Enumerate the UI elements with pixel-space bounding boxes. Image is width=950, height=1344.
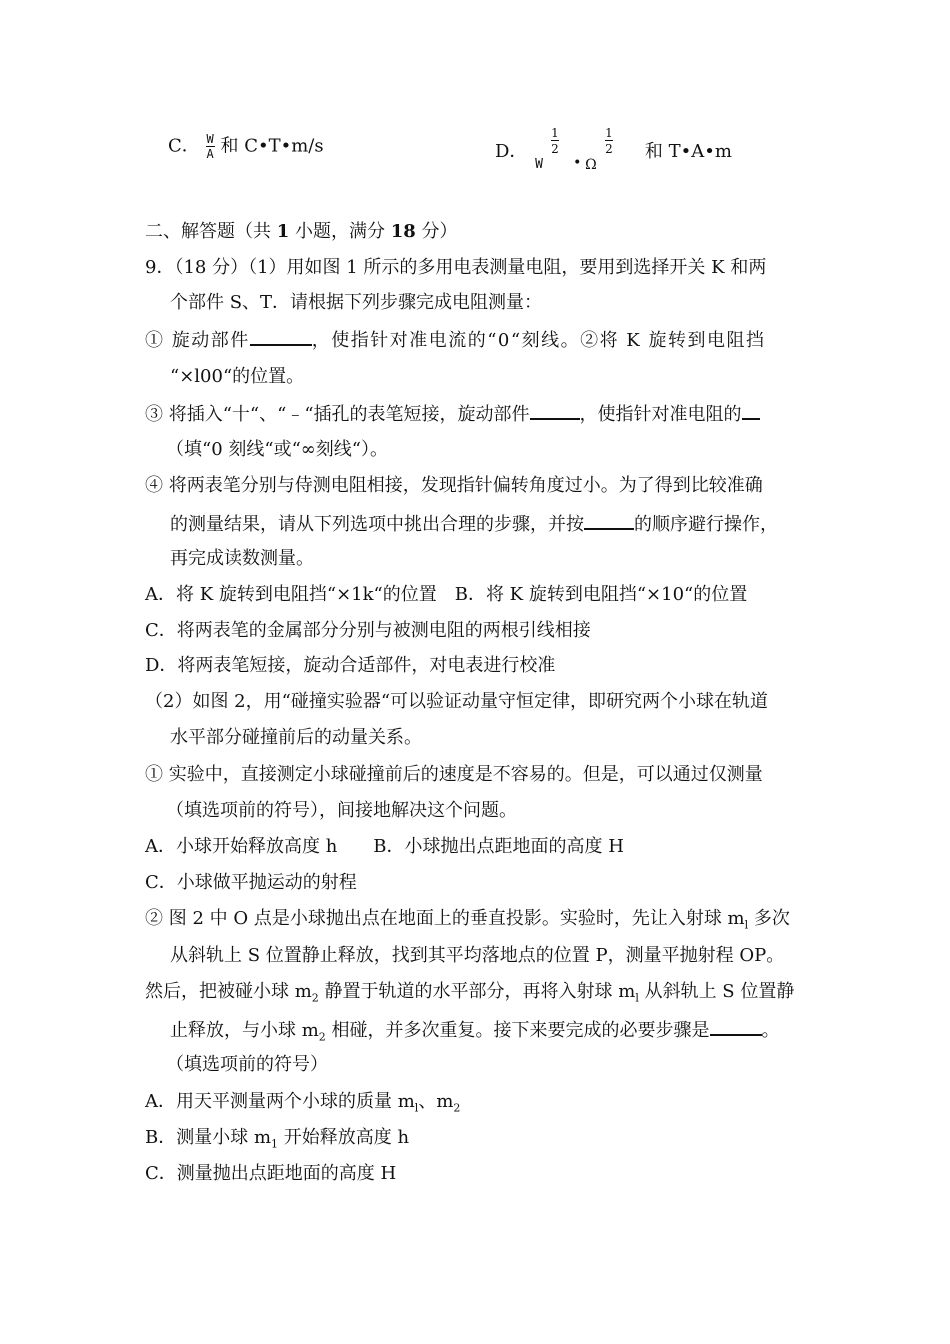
option-c bbox=[168, 132, 324, 161]
q9-part-2-cont: 水平部分碰撞前后的动量关系。 bbox=[170, 727, 422, 748]
q9-part-2-step-2-cont-3: 止释放，与小球 $m_2$ 相碰，并多次重复。接下来要完成的必要步骤是 。 bbox=[170, 1016, 780, 1051]
q9-step-4-cont-2: 再完成读数测量。 bbox=[170, 548, 314, 569]
q9-line-1: 9．（18 分）（1）用如图 1 所示的多用电表测量电阻，要用到选择开关 K 和两 bbox=[145, 257, 767, 278]
option-d-exponent-1: 1 2 bbox=[551, 126, 559, 156]
section-score: 18 bbox=[390, 221, 416, 242]
answer-blank-3[interactable] bbox=[742, 400, 760, 420]
q9-step-3-cont: （填“0 刻线“或“∞刻线“）。 bbox=[166, 439, 388, 460]
q9-part-2-final-option-b: B．测量小球 $m_1$ 开始释放高度 h bbox=[145, 1127, 410, 1151]
q9-step-1-cont: “×l00“的位置。 bbox=[170, 366, 305, 387]
q9-part-2-step-2: ② 图 2 中 O 点是小球抛出点在地面上的垂直投影。实验时，先让入射球 $m_l$ 多次 bbox=[145, 908, 790, 932]
option-c-label: C． bbox=[168, 135, 200, 157]
option-d-text: 和 T•A•m bbox=[644, 141, 732, 162]
q9-part-2-option-a-b: A．小球开始释放高度 h B．小球抛出点距地面的高度 H bbox=[145, 836, 624, 857]
q9-step-3: ③ 将插入“十“、“﹣“插孔的表笔短接，旋动部件 ，使指针对准电阻的 bbox=[145, 400, 760, 428]
answer-blank-1[interactable] bbox=[250, 326, 312, 346]
q9-part-2-option-c: C．小球做平抛运动的射程 bbox=[145, 872, 357, 893]
q9-part-2-step-1: ① 实验中，直接测定小球碰撞前后的速度是不容易的。但是，可以通过仅测量 bbox=[145, 764, 763, 785]
option-d-exponent-2: 1 2 bbox=[605, 126, 613, 156]
answer-blank-5[interactable] bbox=[710, 1016, 762, 1036]
q9-part-2-final-option-c: C．测量抛出点距地面的高度 H bbox=[145, 1163, 397, 1184]
q9-part-2: （2）如图 2，用“碰撞实验器“可以验证动量守恒定律，即研究两个小球在轨道 bbox=[145, 691, 769, 712]
option-c-fraction-numerator: W bbox=[206, 132, 214, 146]
section-heading: 二、解答题（共 1 小题，满分 18 分） bbox=[145, 221, 458, 242]
option-d bbox=[495, 126, 732, 173]
option-d-label: D． bbox=[495, 141, 528, 162]
option-d-dot: • bbox=[573, 155, 582, 171]
q9-step-1: ① 旋动部件 ，使指针对准电流的“0“刻线。②将 K 旋转到电阻挡 bbox=[145, 326, 765, 354]
answer-blank-2[interactable] bbox=[530, 400, 580, 420]
q9-part-2-step-2-cont: 从斜轨上 S 位置静止释放，找到其平均落地点的位置 P，测量平抛射程 OP。 bbox=[170, 945, 785, 966]
q9-line-2: 个部件 S、T．请根据下列步骤完成电阻测量： bbox=[170, 292, 543, 313]
q9-part-2-step-1-cont: （填选项前的符号），间接地解决这个问题。 bbox=[166, 800, 517, 821]
q9-part-2-final-option-a: A．用天平测量两个小球的质量 $m_l$、$m_2$ bbox=[145, 1091, 461, 1115]
option-c-fraction bbox=[206, 132, 215, 161]
option-c-fraction-denominator: A bbox=[206, 147, 214, 161]
option-d-w: W bbox=[535, 157, 543, 172]
option-c-text: 和 C•T•m/s bbox=[220, 135, 324, 157]
q9-part-2-step-2-cont-2: 然后，把被碰小球 $m_2$ 静置于轨道的水平部分，再将入射球 $m_l$ 从斜轨上 S 位置静 bbox=[145, 981, 795, 1005]
option-d-omega: Ω bbox=[585, 157, 597, 173]
q9-step-4: ④ 将两表笔分别与侍测电阻相接，发现指针偏转角度过小。为了得到比较准确 bbox=[145, 475, 763, 496]
q9-step-4-cont: 的测量结果，请从下列选项中挑出合理的步骤，并按 的顺序避行操作， bbox=[170, 510, 778, 538]
q9-option-a-b: A．将 K 旋转到电阻挡“×1k“的位置 B．将 K 旋转到电阻挡“×10“的位置 bbox=[145, 584, 748, 605]
section-count: 1 bbox=[276, 221, 290, 242]
option-d-formula bbox=[533, 126, 639, 173]
q9-part-2-step-2-cont-4: （填选项前的符号） bbox=[166, 1054, 328, 1075]
q9-option-d: D．将两表笔短接，旋动合适部件，对电表进行校准 bbox=[145, 655, 556, 676]
q9-option-c: C．将两表笔的金属部分分别与被测电阻的两根引线相接 bbox=[145, 620, 591, 641]
answer-blank-4[interactable] bbox=[584, 510, 634, 530]
